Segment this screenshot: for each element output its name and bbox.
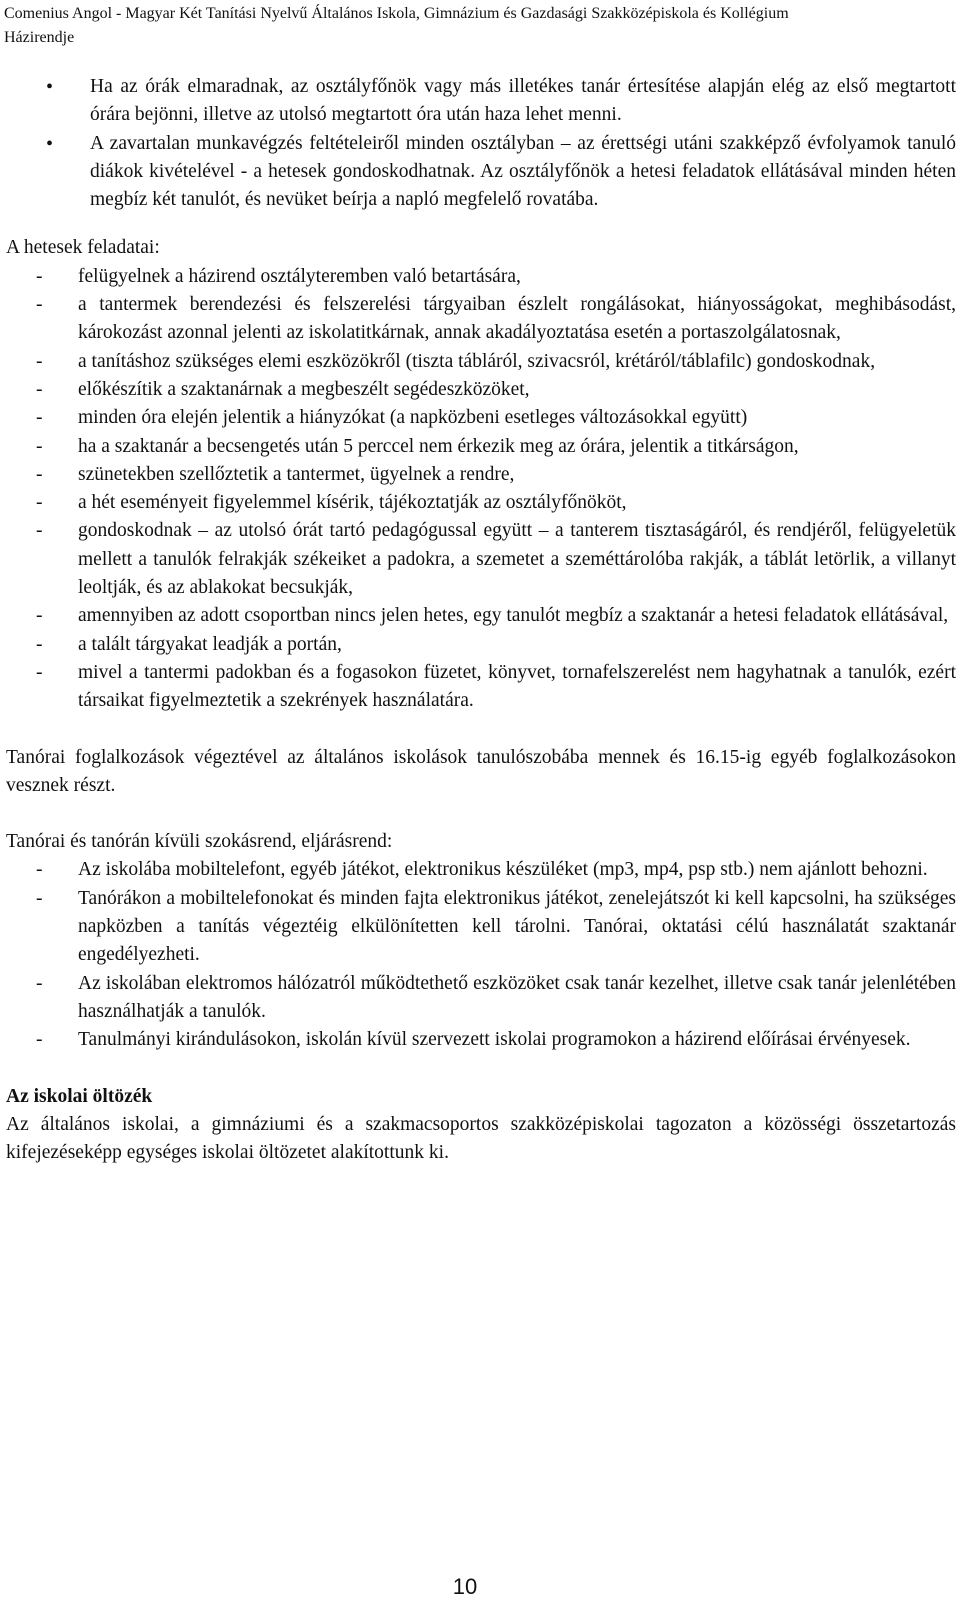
list-item xyxy=(6,885,956,970)
list-item-text: Az iskolában elektromos hálózatról működtethető eszközöket csak tanár kezelhet, illetve csak tanár jelenlétében használhatják a tanulók. xyxy=(78,972,956,1022)
list-item-text: Tanulmányi kirándulásokon, iskolán kívül szervezett iskolai programokon a házirend előírásai érvényesek. xyxy=(78,1029,911,1051)
running-header xyxy=(4,2,956,50)
list-item xyxy=(6,602,956,630)
list-item-text: előkészítik a szaktanárnak a megbeszélt segédeszközöket, xyxy=(78,378,530,400)
dash-marker: - xyxy=(36,463,43,485)
bullet-item: • Ha az órák elmaradnak, az osztályfőnök vagy más illetékes tanár értesítése alapján elég az első megtartott órára bejönni, illetve az utolsó megtartott óra után haza lehet menni. xyxy=(6,73,956,130)
tanorai-paragraph: Tanórai foglalkozások végeztével az általános iskolások tanulószobába mennek és 16.15-ig egyéb foglalkozásokon vesznek részt. xyxy=(6,746,956,796)
list-item-text: minden óra elején jelentik a hiányzókat (a napközbeni esetleges változásokkal együtt) xyxy=(78,407,748,429)
list-item-text: a tanításhoz szükséges elemi eszközökről (tiszta tábláról, szivacsról, krétáról/táblafilc) gondoskodnak, xyxy=(78,350,876,372)
list-item xyxy=(6,291,956,348)
dash-marker: - xyxy=(36,1029,43,1051)
list-item-text: ha a szaktanár a becsengetés után 5 perccel nem érkezik meg az órára, jelentik a titkárságon, xyxy=(78,435,799,457)
list-item xyxy=(6,489,956,517)
dash-marker: - xyxy=(36,407,43,429)
dash-marker: - xyxy=(36,520,43,542)
list-item xyxy=(6,517,956,602)
list-item-text: gondoskodnak – az utolsó órát tartó pedagógussal együtt – a tanterem tisztaságáról, és rendjéről, felügyeletük mellett a tanulók felrakják székeiket a padokra, a szemetet a szeméttárolóba rakják, a táblát letörlik, a villanyt leoltják, és az ablakokat becsukják, xyxy=(78,520,956,599)
list-item-text: amennyiben az adott csoportban nincs jelen hetes, egy tanulót megbíz a szaktanár a hetesi feladatok ellátásával, xyxy=(78,605,949,627)
page-number: 10 xyxy=(452,1574,478,1599)
list-item xyxy=(6,970,956,1027)
list-item xyxy=(6,263,956,291)
szokasrend-list xyxy=(6,856,956,1054)
list-item-text: felügyelnek a házirend osztályteremben való betartására, xyxy=(78,265,521,287)
dash-marker: - xyxy=(36,492,43,514)
dash-marker: - xyxy=(36,350,43,372)
oltozek-paragraph: Az általános iskolai, a gimnáziumi és a szakmacsoportos szakközépiskolai tagozaton a közösségi összetartozás kifejezéseképp egységes iskolai öltözetet alakítottunk ki. xyxy=(6,1113,956,1164)
list-item xyxy=(6,659,956,716)
dash-marker: - xyxy=(36,265,43,287)
list-item xyxy=(6,433,956,461)
dash-marker: - xyxy=(36,972,43,994)
dash-marker: - xyxy=(36,294,43,316)
list-item-text: a tantermek berendezési és felszerelési tárgyaiban észlelt rongálásokat, hiányosságokat, meghibásodást, károkozást azonnal jelenti az iskolatitkárnak, annak akadályoztatása esetén a portaszolgálatosnak, xyxy=(78,294,956,344)
bullet-item: • A zavartalan munkavégzés feltételeiről minden osztályban – az érettségi utáni szakképző évfolyamok tanuló diákok kivételével - a hetesek gondoskodhatnak. Az osztályfőnök a hetesi feladatok ellátásával minden héten megbíz két tanulót, és nevüket beírja a napló megfelelő rovatába. xyxy=(6,130,956,215)
dash-marker: - xyxy=(36,435,43,457)
header-document-title: Házirendje xyxy=(4,29,75,46)
list-item xyxy=(6,461,956,489)
list-item xyxy=(6,348,956,376)
header-school-name: Comenius Angol - Magyar Két Tanítási Nyelvű Általános Iskola, Gimnázium és Gazdasági Szakközépiskola és Kollégium xyxy=(4,5,789,22)
document-body xyxy=(6,73,956,1167)
list-item xyxy=(6,856,956,884)
section-heading: Az iskolai öltözék xyxy=(6,1085,153,1107)
hetesek-title: A hetesek feladatai: xyxy=(6,237,160,259)
dash-marker: - xyxy=(36,633,43,655)
list-item-text: a talált tárgyakat leadják a portán, xyxy=(78,633,342,655)
dash-marker: - xyxy=(36,605,43,627)
hetesek-duty-list xyxy=(6,263,956,716)
bullet-list xyxy=(6,73,956,214)
dash-marker: - xyxy=(36,887,43,909)
list-item-text: Tanórákon a mobiltelefonokat és minden fajta elektronikus játékot, zenelejátszót ki kell kapcsolni, ha szükséges napközben a tanítás végeztéig elkülönítetten kell tárolni. Tanórai, oktatási célú használatát szaktanár engedélyezheti. xyxy=(78,887,956,966)
list-item xyxy=(6,631,956,659)
list-item-text: mivel a tantermi padokban és a fogasokon füzetet, könyvet, tornafelszerelést nem hagyhatnak a tanulók, ezért társaikat figyelmeztetik a szekrények használatára. xyxy=(78,661,956,712)
szokasrend-title: Tanórai és tanórán kívüli szokásrend, eljárásrend: xyxy=(6,831,393,853)
list-item xyxy=(6,1026,956,1054)
dash-marker: - xyxy=(36,378,43,400)
list-item xyxy=(6,404,956,432)
list-item-text: Az iskolába mobiltelefont, egyéb játékot, elektronikus készüléket (mp3, mp4, psp stb.) nem ajánlott behozni. xyxy=(78,859,928,881)
list-item-text: a hét eseményeit figyelemmel kísérik, tájékoztatják az osztályfőnököt, xyxy=(78,492,627,514)
dash-marker: - xyxy=(36,661,43,683)
list-item-text: szünetekben szellőztetik a tantermet, ügyelnek a rendre, xyxy=(78,463,515,485)
dash-marker: - xyxy=(36,859,43,881)
list-item xyxy=(6,376,956,404)
